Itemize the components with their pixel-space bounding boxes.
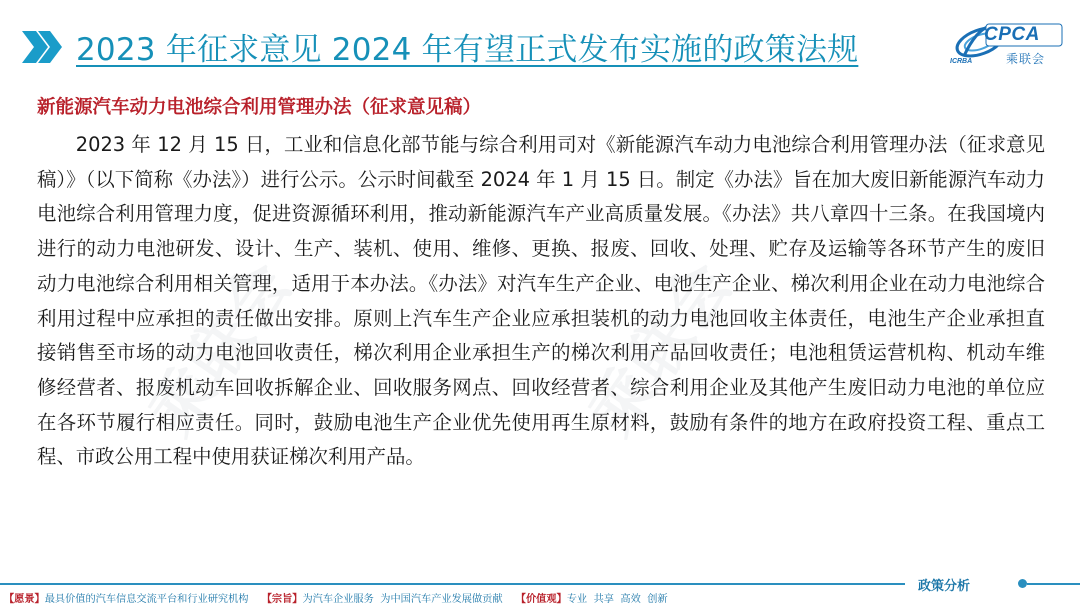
logo-text: CPCA	[984, 24, 1040, 45]
body-paragraph: 2023 年 12 月 15 日，工业和信息化部节能与综合利用司对《新能源汽车动力电池综合利用管理办法（征求意见稿）》（以下简称《办法》）进行公示。公示时间截至 2024 年 1 月 15 日。制定《办法》旨在加大废旧新能源汽车动力电池综合利用管理力度，促进资源循环利用，推动新能源汽车产业高质量发展。《办法》共八章四十三条。在我国境内进行的动力电池研发、设计、生产、装机、使用、维修、更换、报废、回收、处理、贮存及运输等各环节产生的废旧动力电池综合利用相关管理，适用于本办法。《办法》对汽车生产企业、电池生产企业、梯次利用企业在动力电池综合利用过程中应承担的责任做出安排。原则上汽车生产企业应承担装机的动力电池回收主体责任，电池生产企业承担直接销售至市场的动力电池回收责任，梯次利用企业承担生产的梯次利用产品回收责任；电池租赁运营机构、机动车维修经营者、报废机动车回收拆解企业、回收服务网点、回收经营者、综合利用企业及其他产生废旧动力电池的单位应在各环节履行相应责任。同时，鼓励电池生产企业优先使用再生原材料，鼓励有条件的地方在政府投资工程、重点工程、市政公用工程中使用获证梯次利用产品。	[37, 133, 1045, 469]
footer-divider	[0, 583, 905, 585]
footer-slogans	[4, 590, 678, 605]
logo-mini-text: ICRBA	[950, 58, 973, 65]
values-tag: 【价值观】	[515, 594, 567, 605]
watermark: 乘联会	[575, 249, 747, 450]
cpca-logo	[946, 20, 1066, 72]
values-text: 专业 共享 高效 创新	[566, 594, 668, 605]
footer-divider-right	[1027, 583, 1080, 585]
purpose-text: 为汽车企业服务 为中国汽车产业发展做贡献	[302, 594, 503, 605]
footer-purpose	[262, 594, 506, 605]
watermark: 乘联会	[135, 249, 307, 450]
vision-tag: 【愿景】	[4, 594, 45, 605]
section-subheading: 新能源汽车动力电池综合利用管理办法（征求意见稿）	[37, 97, 482, 118]
footer-dot-icon	[1018, 579, 1027, 588]
purpose-tag: 【宗旨】	[261, 594, 303, 605]
double-chevron-icon	[20, 29, 64, 65]
page-title: 2023 年征求意见 2024 年有望正式发布实施的政策法规	[76, 32, 859, 68]
footer-vision	[4, 594, 252, 605]
footer-values	[516, 594, 668, 605]
page-header	[20, 24, 858, 69]
vision-text: 最具价值的汽车信息交流平台和行业研究机构	[44, 594, 249, 605]
logo-subtext: 乘联会	[1006, 52, 1046, 66]
footer-section-label: 政策分析	[918, 579, 971, 594]
